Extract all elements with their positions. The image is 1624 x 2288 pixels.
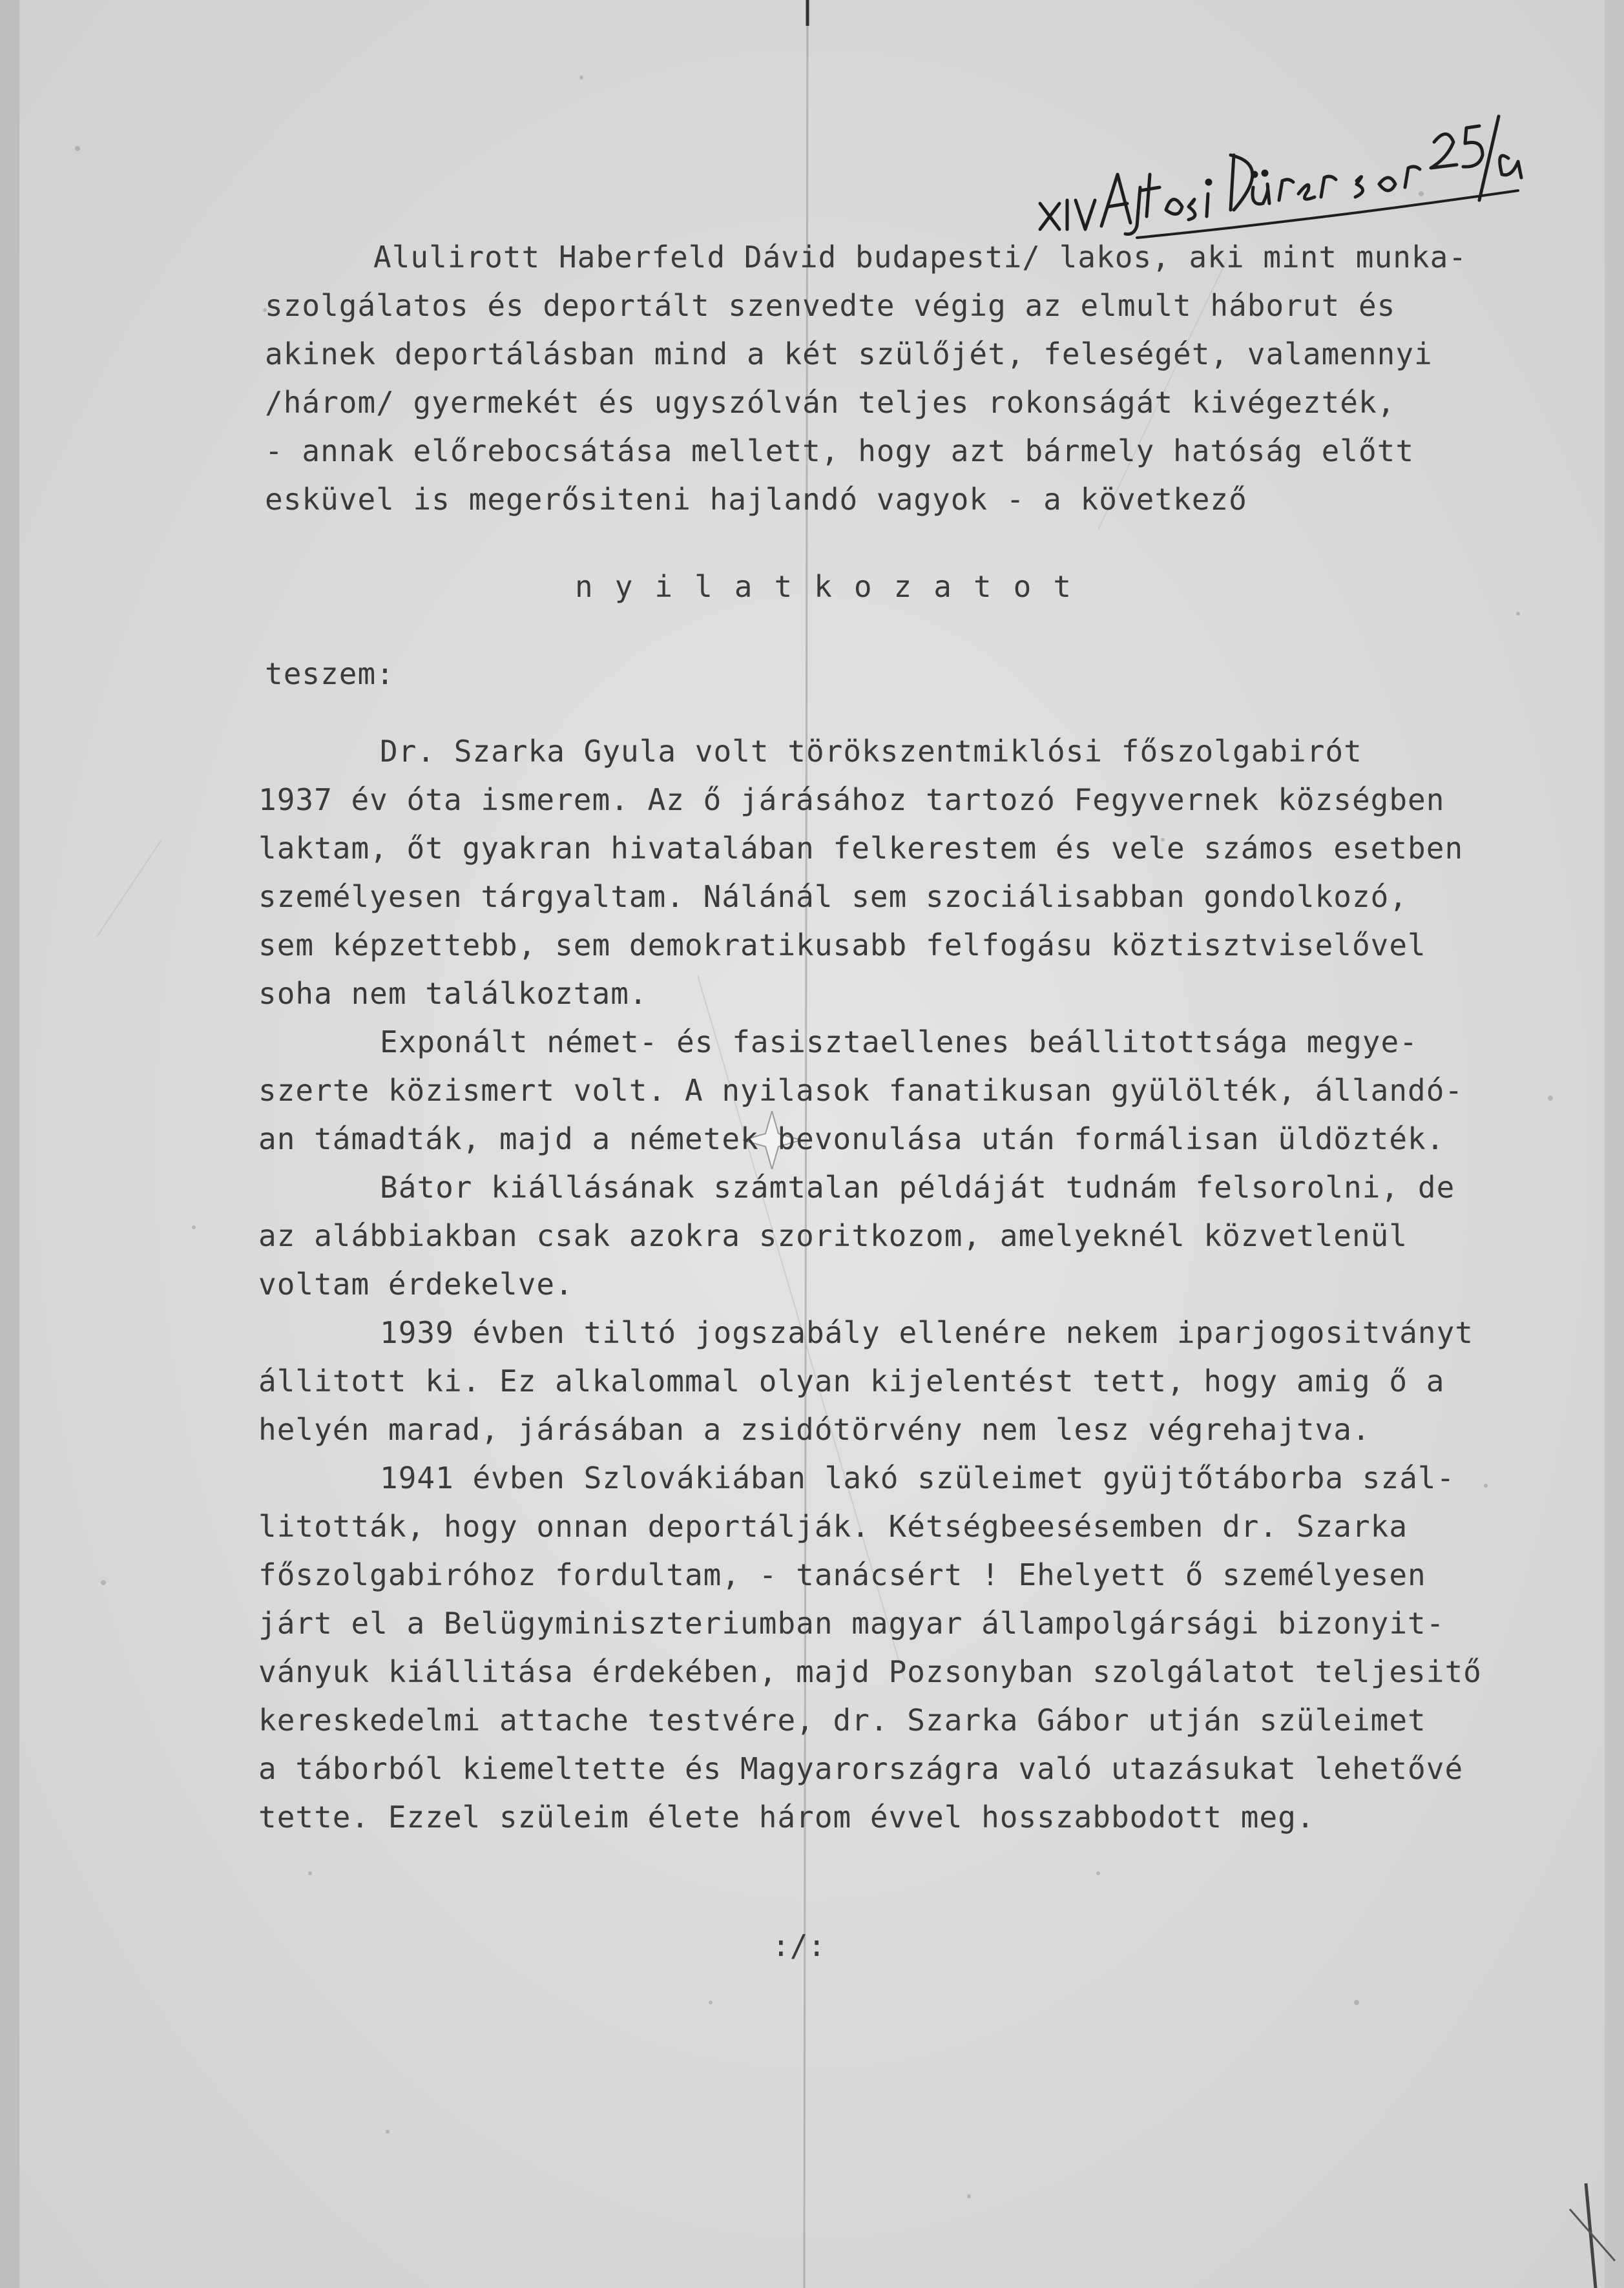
body-line-19: járt el a Belügyminiszteriumban magyar állampolgársági bizonyit-	[258, 1606, 1445, 1641]
declaration-heading: nyilatkozatot	[575, 569, 1094, 604]
body-line-14: állitott ki. Ez alkalommal olyan kijelentést tett, hogy amig ő a	[258, 1364, 1445, 1399]
intro-line-6: esküvel is megerősiteni hajlandó vagyok - a következő	[265, 482, 1247, 517]
lead-word: teszem:	[265, 656, 395, 691]
body-line-11: az alábbiakban csak azokra szoritkozom, amelyeknél közvetlenül	[258, 1218, 1408, 1253]
body-line-4: személyesen tárgyaltam. Nálánál sem szociálisabban gondolkozó,	[258, 879, 1408, 914]
body-line-23: tette. Ezzel szüleim élete három évvel hosszabbodott meg.	[258, 1800, 1315, 1835]
body-line-6: soha nem találkoztam.	[258, 976, 648, 1011]
body-line-18: főszolgabiróhoz fordultam, - tanácsért ! Ehelyett ő személyesen	[258, 1557, 1426, 1592]
intro-line-4: /három/ gyermekét és ugyszólván teljes rokonságát kivégezték,	[265, 385, 1396, 420]
body-line-3: laktam, őt gyakran hivatalában felkerestem és vele számos esetben	[258, 831, 1464, 866]
body-line-12: voltam érdekelve.	[258, 1267, 574, 1302]
body-line-7: Exponált német- és fasisztaellenes beállitottsága megye-	[380, 1024, 1418, 1059]
body-line-20: ványuk kiállitása érdekében, majd Pozsonyban szolgálatot teljesitő	[258, 1654, 1482, 1689]
body-line-5: sem képzettebb, sem demokratikusabb felfogásu köztisztviselővel	[258, 928, 1426, 962]
continuation-mark: :/:	[772, 1928, 826, 1963]
handwritten-address-note	[1027, 97, 1531, 239]
intro-line-5: - annak előrebocsátása mellett, hogy azt bármely hatóság előtt	[265, 433, 1415, 468]
body-line-15: helyén marad, járásában a zsidótörvény nem lesz végrehajtva.	[258, 1412, 1371, 1447]
body-line-16: 1941 évben Szlovákiában lakó szüleimet gyüjtőtáborba szál-	[380, 1461, 1455, 1495]
body-line-8: szerte közismert volt. A nyilasok fanatikusan gyülölték, állandó-	[258, 1073, 1464, 1108]
intro-line-2: szolgálatos és deportált szenvedte végig az elmult háborut és	[265, 288, 1396, 323]
intro-line-1: Alulirott Haberfeld Dávid budapesti/ lakos, aki mint munka-	[373, 240, 1467, 275]
intro-line-3: akinek deportálásban mind a két szülőjét, feleségét, valamennyi	[265, 337, 1433, 371]
body-line-1: Dr. Szarka Gyula volt törökszentmiklósi főszolgabirót	[380, 734, 1362, 769]
body-line-10: Bátor kiállásának számtalan példáját tudnám felsorolni, de	[380, 1170, 1455, 1205]
body-line-17: litották, hogy onnan deportálják. Kétségbeesésemben dr. Szarka	[258, 1509, 1408, 1544]
body-line-9: an támadták, majd a németek bevonulása után formálisan üldözték.	[258, 1121, 1445, 1156]
body-line-22: a táborból kiemeltette és Magyarországra való utazásukat lehetővé	[258, 1751, 1464, 1786]
body-line-2: 1937 év óta ismerem. Az ő járásához tartozó Fegyvernek községben	[258, 782, 1445, 817]
body-line-13: 1939 évben tiltó jogszabály ellenére nekem iparjogositványt	[380, 1315, 1473, 1350]
body-line-21: kereskedelmi attache testvére, dr. Szarka Gábor utján szüleimet	[258, 1703, 1426, 1738]
